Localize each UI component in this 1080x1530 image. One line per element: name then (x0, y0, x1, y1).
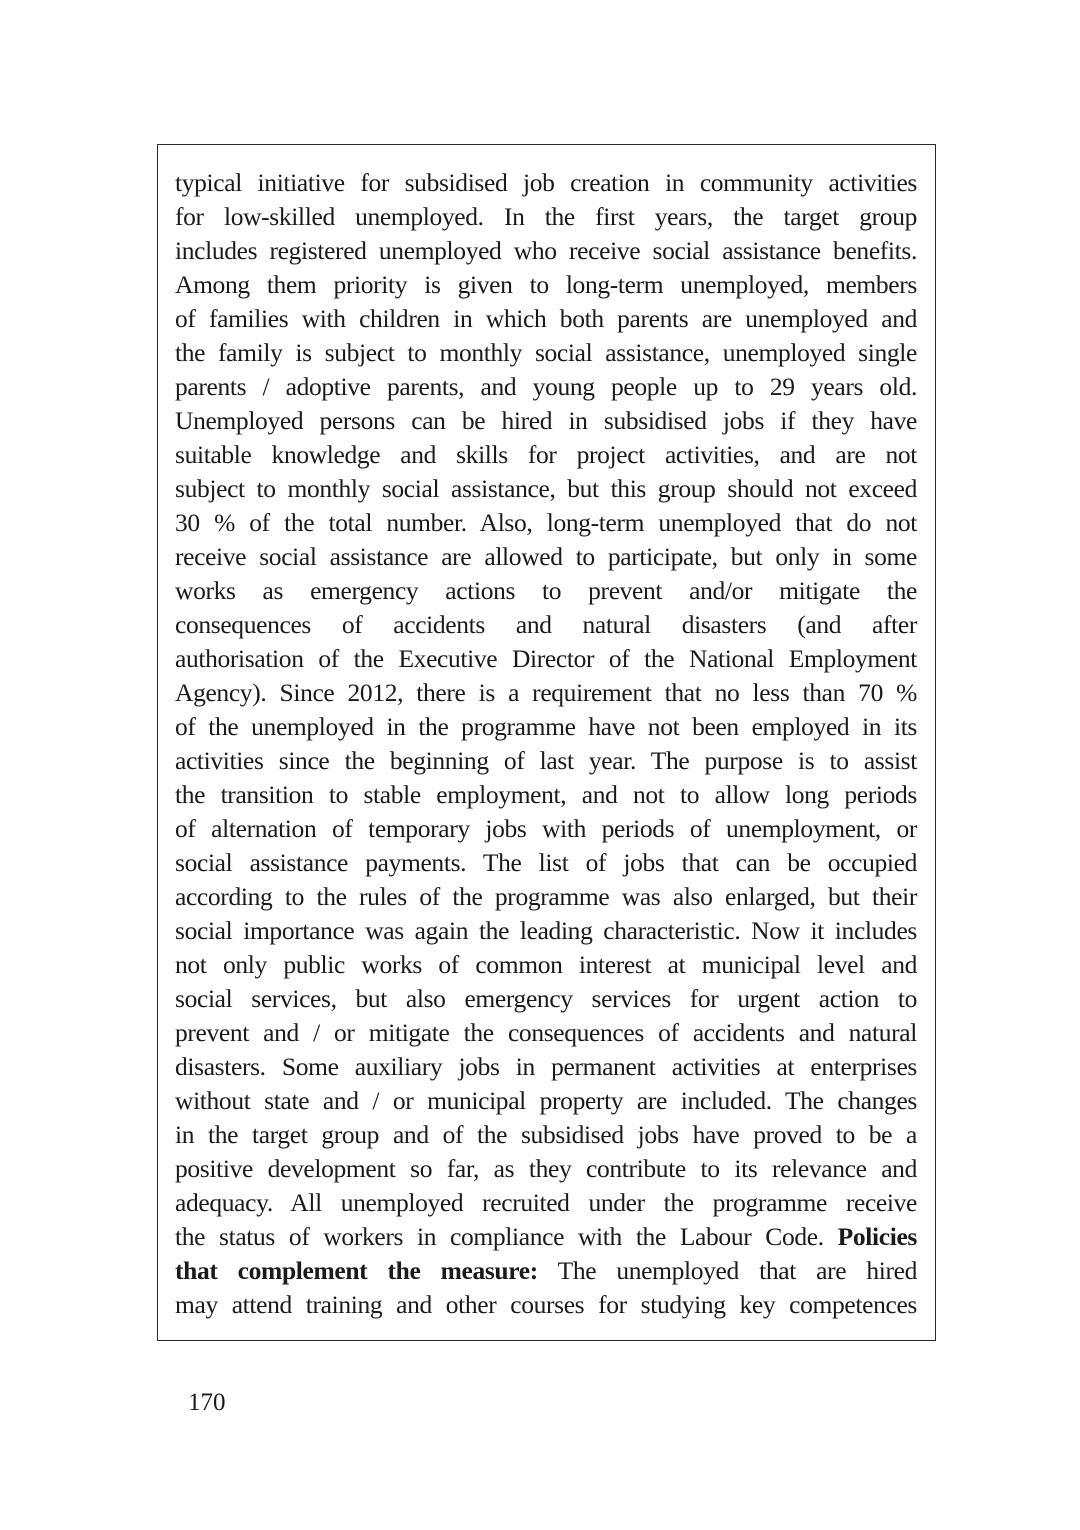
text-line: social importance was again the leading characteristic. Now it includes (175, 916, 917, 945)
text-normal: The unemployed that are hired (537, 1256, 917, 1285)
text-line: prevent and / or mitigate the consequences of accidents and natural (175, 1018, 917, 1047)
text-line: for low-skilled unemployed. In the first years, the target group (175, 202, 917, 231)
text-normal: the status of workers in compliance with the Labour Code. (175, 1222, 838, 1251)
text-line: suitable knowledge and skills for project activities, and are not (175, 440, 917, 469)
text-line: the family is subject to monthly social assistance, unemployed single (175, 338, 917, 367)
body-text (175, 166, 917, 1322)
text-line-mixed (175, 1254, 917, 1288)
policies-heading-start: Policies (837, 1222, 917, 1251)
text-line: the transition to stable employment, and not to allow long periods (175, 780, 917, 809)
text-line: subject to monthly social assistance, but this group should not exceed (175, 474, 917, 503)
text-line: works as emergency actions to prevent and/or mitigate the (175, 576, 917, 605)
text-line: of families with children in which both parents are unemployed and (175, 304, 917, 333)
text-line: typical initiative for subsidised job creation in community activities (175, 168, 917, 197)
text-line: Unemployed persons can be hired in subsidised jobs if they have (175, 406, 917, 435)
text-line: receive social assistance are allowed to participate, but only in some (175, 542, 917, 571)
policies-heading-end: that complement the measure: (175, 1256, 538, 1285)
text-line: adequacy. All unemployed recruited under the programme receive (175, 1188, 917, 1217)
text-line-mixed (175, 1220, 917, 1254)
text-line: Agency). Since 2012, there is a requirement that no less than 70 % (175, 678, 917, 707)
text-line: may attend training and other courses for studying key competences (175, 1290, 917, 1319)
text-line: disasters. Some auxiliary jobs in permanent activities at enterprises (175, 1052, 917, 1081)
text-line: according to the rules of the programme was also enlarged, but their (175, 882, 917, 911)
text-line: of alternation of temporary jobs with periods of unemployment, or (175, 814, 917, 843)
text-line: social services, but also emergency services for urgent action to (175, 984, 917, 1013)
text-line: authorisation of the Executive Director of the National Employment (175, 644, 917, 673)
text-line: not only public works of common interest at municipal level and (175, 950, 917, 979)
text-line: social assistance payments. The list of jobs that can be occupied (175, 848, 917, 877)
text-line: includes registered unemployed who receive social assistance benefits. (175, 236, 917, 265)
text-line: without state and / or municipal property are included. The changes (175, 1086, 917, 1115)
text-line: activities since the beginning of last year. The purpose is to assist (175, 746, 917, 775)
text-line: of the unemployed in the programme have not been employed in its (175, 712, 917, 741)
text-line: 30 % of the total number. Also, long-term unemployed that do not (175, 508, 917, 537)
text-line: in the target group and of the subsidised jobs have proved to be a (175, 1120, 917, 1149)
text-line: consequences of accidents and natural disasters (and after (175, 610, 917, 639)
text-line: Among them priority is given to long-term unemployed, members (175, 270, 917, 299)
text-line: positive development so far, as they contribute to its relevance and (175, 1154, 917, 1183)
page-number: 170 (188, 1389, 226, 1416)
text-line: parents / adoptive parents, and young people up to 29 years old. (175, 372, 917, 401)
